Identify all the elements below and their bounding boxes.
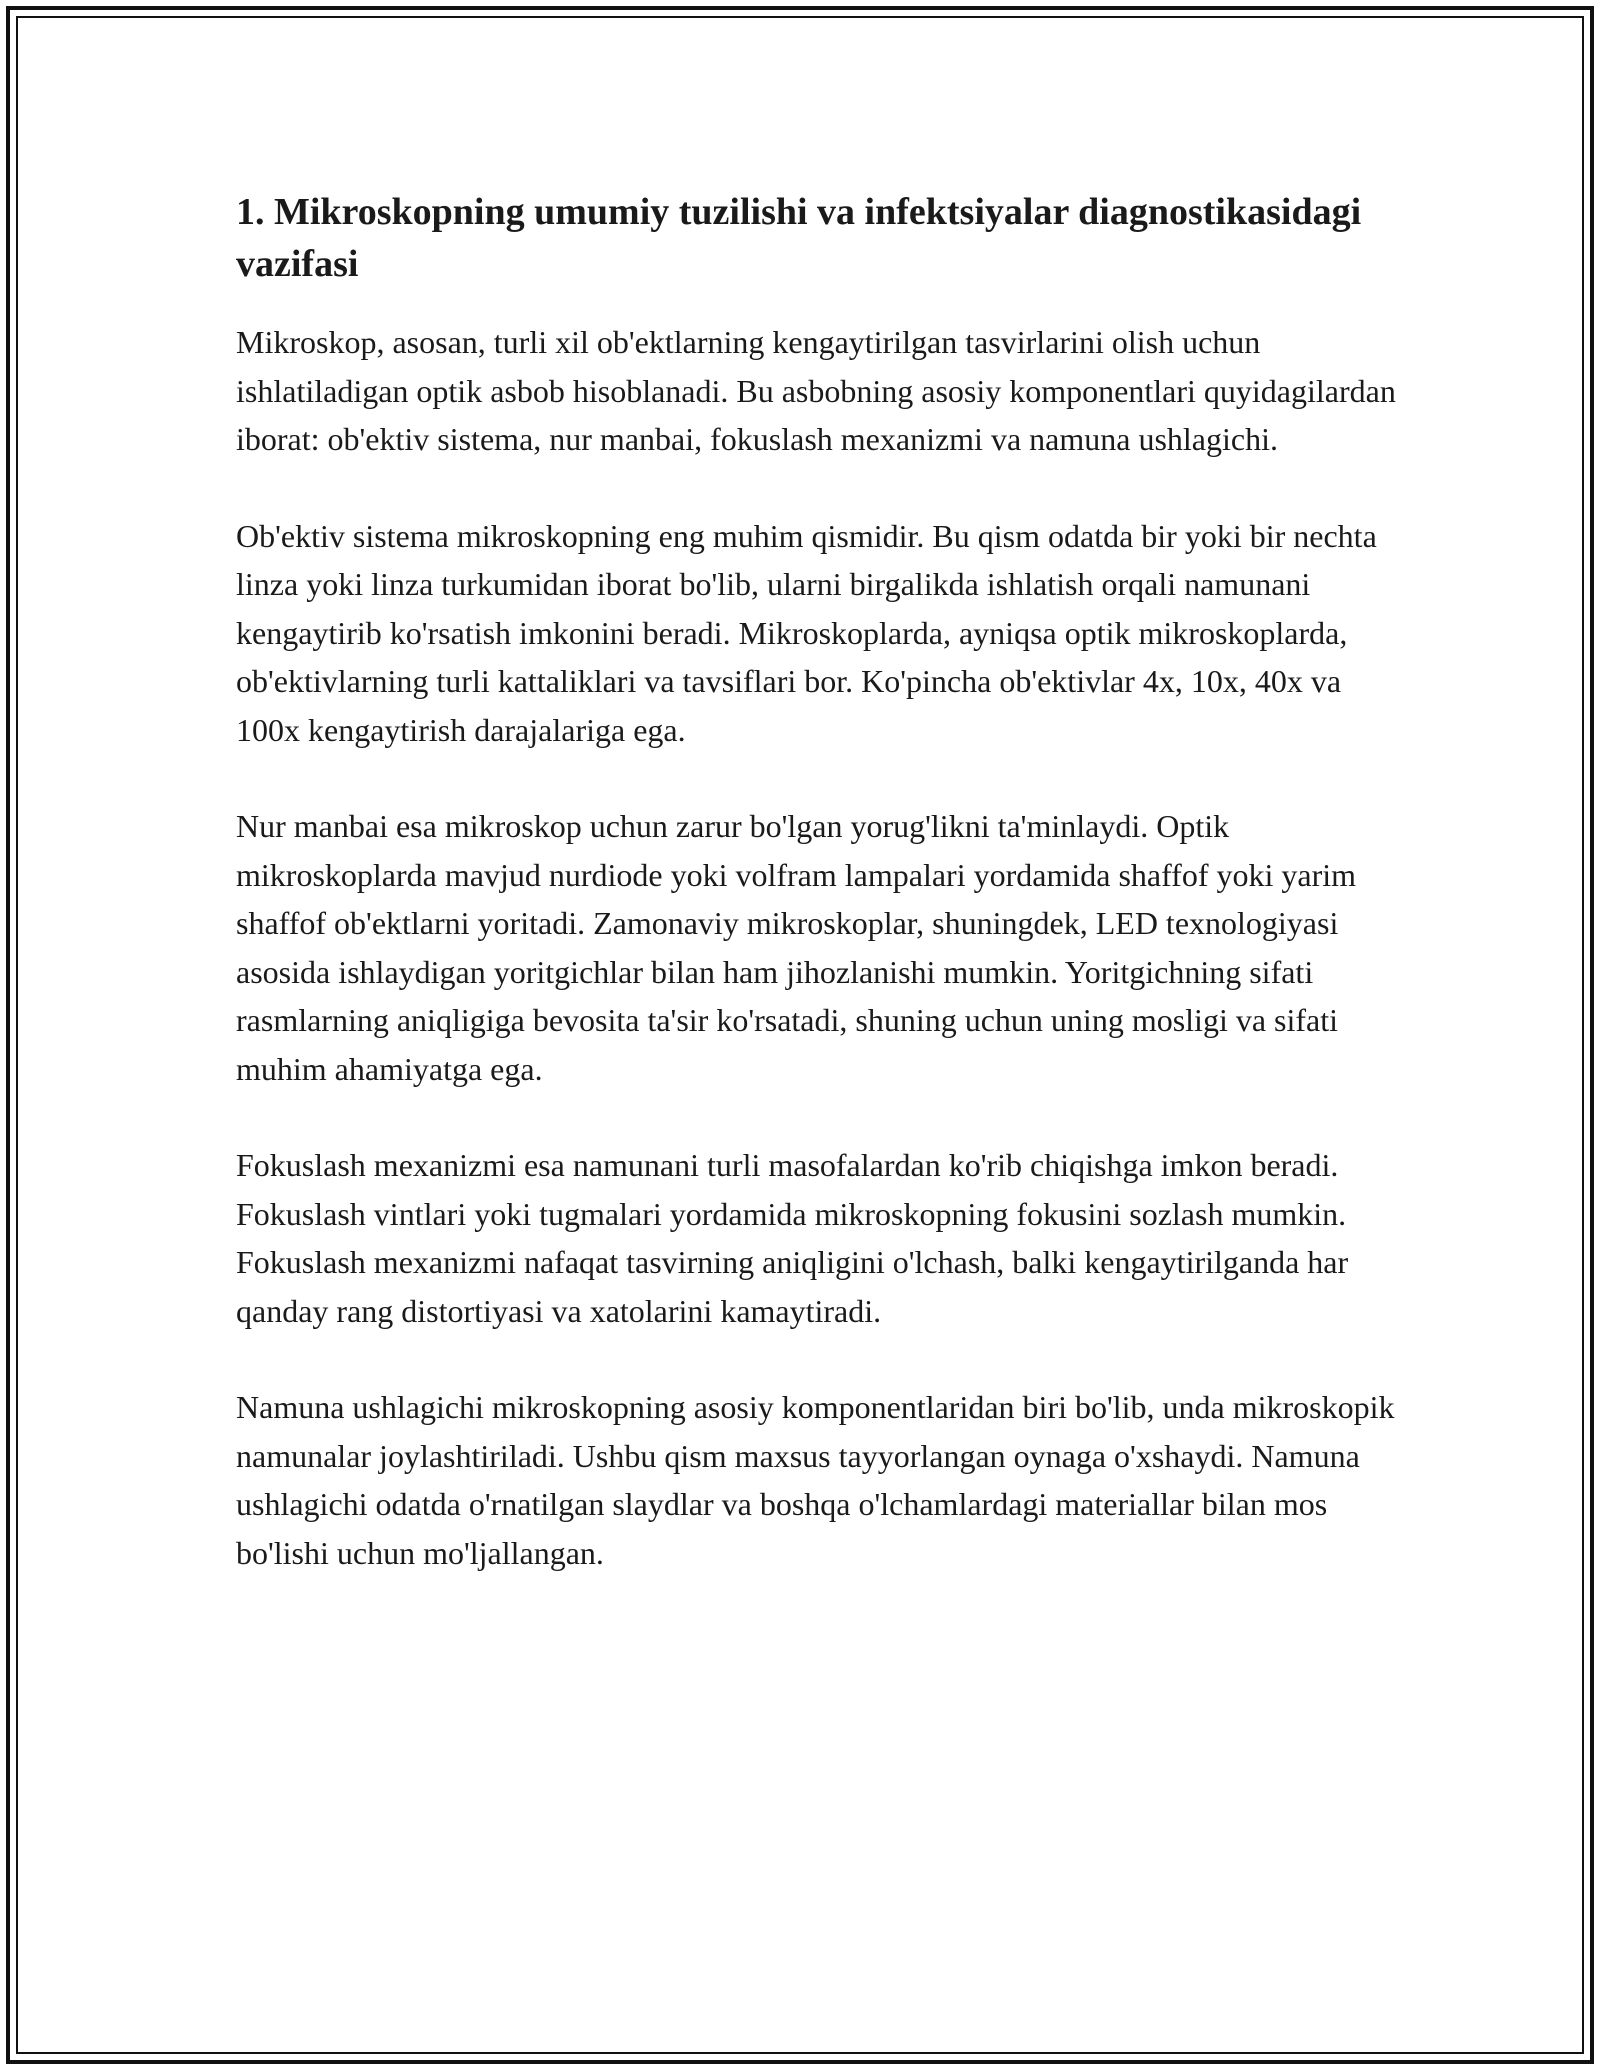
paragraph-objective-system: Ob'ektiv sistema mikroskopning eng muhim qismidir. Bu qism odatda bir yoki bir nechta linza yoki linza turkumidan iborat bo'lib, ularni birgalikda ishlatish orqali namunani kengaytirib ko'rsatish imkonini beradi. Mikroskoplarda, ayniqsa optik mikroskoplarda, ob'ektivlarning turli kattaliklari va tavsiflari bor. Ko'pincha ob'ektivlar 4x, 10x, 40x va 100x kengaytirish darajalariga ega. [236,517,1377,748]
paragraph-intro: Mikroskop, asosan, turli xil ob'ektlarning kengaytirilgan tasvirlarini olish uchun ishlatiladigan optik asbob hisoblanadi. Bu asbobning asosiy komponentlari quyidagilardan iborat: ob'ektiv sistema, nur manbai, fokuslash mexanizmi va namuna ushlagichi. [236,324,1396,457]
paragraph-light-source: Nur manbai esa mikroskop uchun zarur bo'lgan yorug'likni ta'minlaydi. Optik mikroskoplarda mavjud nurdiode yoki volfram lampalari yordamida shaffof yoki yarim shaffof ob'ektlarni yoritadi. Zamonaviy mikroskoplar, shuningdek, LED texnologiyasi asosida ishlaydigan yoritgichlar bilan ham jihozlanishi mumkin. Yoritgichning sifati rasmlarning aniqligiga bevosita ta'sir ko'rsatadi, shuning uchun uning mosligi va sifati muhim ahamiyatga ega. [236,808,1357,1087]
section-title: 1. Mikroskopning umumiy tuzilishi va infektsiyalar diagnostikasidagi vazifasi [236,191,1362,285]
paragraph-focus-mechanism: Fokuslash mexanizmi esa namunani turli masofalardan ko'rib chiqishga imkon beradi. Fokuslash vintlari yoki tugmalari yordamida mikroskopning fokusini sozlash mumkin. Fokuslash mexanizmi nafaqat tasvirning aniqligini o'lchash, balki kengaytirilganda har qanday rang distortiyasi va xatolarini kamaytiradi. [236,1147,1349,1329]
paragraph-specimen-holder: Namuna ushlagichi mikroskopning asosiy komponentlaridan biri bo'lib, unda mikroskopik namunalar joylashtiriladi. Ushbu qism maxsus tayyorlangan oynaga o'xshaydi. Namuna ushlagichi odatda o'rnatilgan slaydlar va boshqa o'lchamlardagi materiallar bilan mos bo'lishi uchun mo'ljallangan. [236,1389,1395,1571]
document-body [236,186,1396,1625]
